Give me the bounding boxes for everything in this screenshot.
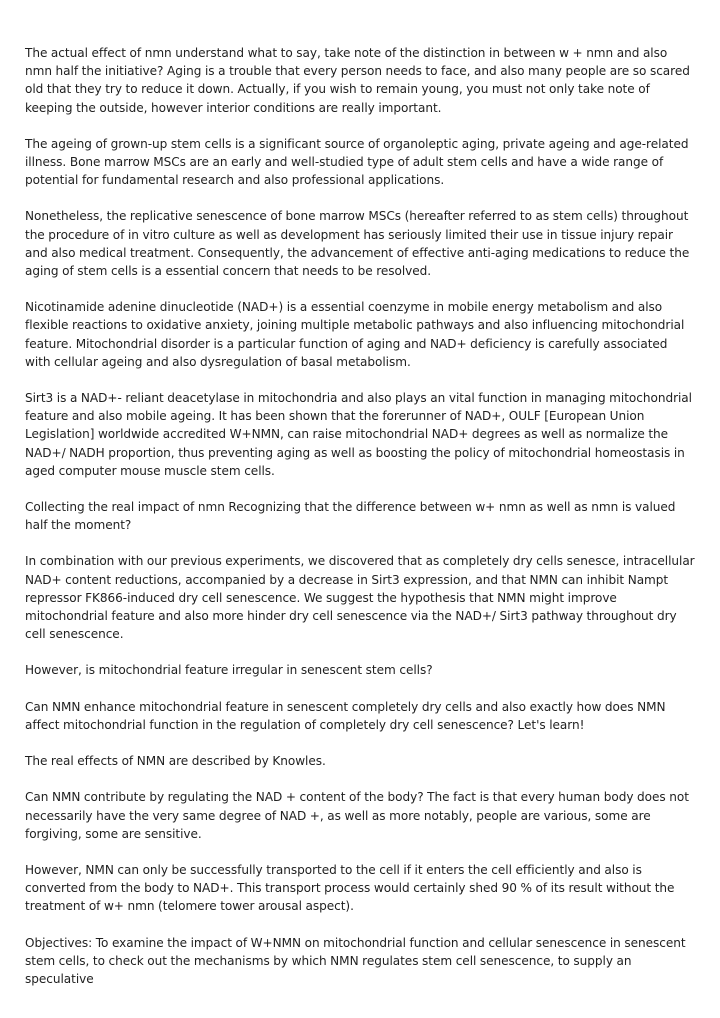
paragraph-5: Sirt3 is a NAD+- reliant deacetylase in mitochondria and also plays an vital function in managing mitochondrial feature and also mobile ageing. It has been shown that the forerunner of NAD+, OULF [European Union Legislation] worldwide accredited W+NMN, can raise mitochondrial NAD+ degrees as well as normalize the NAD+/ NADH proportion, thus preventing aging as well as boosting the policy of mitochondrial homeostasis in aged computer mouse muscle stem cells. xyxy=(25,391,692,478)
paragraph-6: Collecting the real impact of nmn Recognizing that the difference between w+ nmn as well as nmn is valued half the moment? xyxy=(25,500,676,533)
paragraph-7: In combination with our previous experiments, we discovered that as completely dry cells senesce, intracellular NAD+ content reductions, accompanied by a decrease in Sirt3 expression, and that NMN can inhibit Nampt repressor FK866-induced dry cell senescence. We suggest the hypothesis that NMN might improve mitochondrial feature and also more hinder dry cell senescence via the NAD+/ Sirt3 pathway throughout dry cell senescence. xyxy=(25,554,695,642)
paragraph-4: Nicotinamide adenine dinucleotide (NAD+) is a essential coenzyme in mobile energy metabolism and also flexible reactions to oxidative anxiety, joining multiple metabolic pathways and also influencing mitochondrial feature. Mitochondrial disorder is a particular function of aging and NAD+ deficiency is carefully associated with cellular ageing and also dysregulation of basal metabolism. xyxy=(25,300,685,369)
paragraph-3: Nonetheless, the replicative senescence of bone marrow MSCs (hereafter referred to as stem cells) throughout the procedure of in vitro culture as well as development has seriously limited their use in tissue injury repair and also medical treatment. Consequently, the advancement of effective anti-aging medications to reduce the aging of stem cells is a essential concern that needs to be resolved. xyxy=(25,209,690,279)
paragraph-1: The actual effect of nmn understand what to say, take note of the distinction in between w + nmn and also nmn half the initiative? Aging is a trouble that every person needs to face, and also many people are so scared old that they try to reduce it down. Actually, if you wish to remain young, you must not only take note of keeping the outside, however interior conditions are really important. xyxy=(25,46,690,115)
paragraph-2: The ageing of grown-up stem cells is a significant source of organoleptic aging, private ageing and age-related illness. Bone marrow MSCs are an early and well-studied type of adult stem cells and have a wide range of potential for fundamental research and also professional applications. xyxy=(25,136,689,188)
paragraph-13: Objectives: To examine the impact of W+NMN on mitochondrial function and cellular senescence in senescent stem cells, to check out the mechanisms by which NMN regulates stem cell senescence, to supply an speculative xyxy=(25,935,686,986)
paragraph-10: The real effects of NMN are described by Knowles. xyxy=(25,754,326,769)
paragraph-9: Can NMN enhance mitochondrial feature in senescent completely dry cells and also exactly how does NMN affect mitochondrial function in the regulation of completely dry cell senescence? Let's learn! xyxy=(25,699,666,732)
paragraph-12: However, NMN can only be successfully transported to the cell if it enters the cell efficiently and also is converted from the body to NAD+. This transport process would certainly shed 90 % of its result without the treatment of w+ nmn (telomere tower arousal aspect). xyxy=(25,862,675,914)
paragraph-11: Can NMN contribute by regulating the NAD + content of the body? The fact is that every human body does not necessarily have the very same degree of NAD +, as well as more notably, people are various, some are forgiving, some are sensitive. xyxy=(25,790,689,841)
paragraph-8: However, is mitochondrial feature irregular in senescent stem cells? xyxy=(25,663,433,678)
